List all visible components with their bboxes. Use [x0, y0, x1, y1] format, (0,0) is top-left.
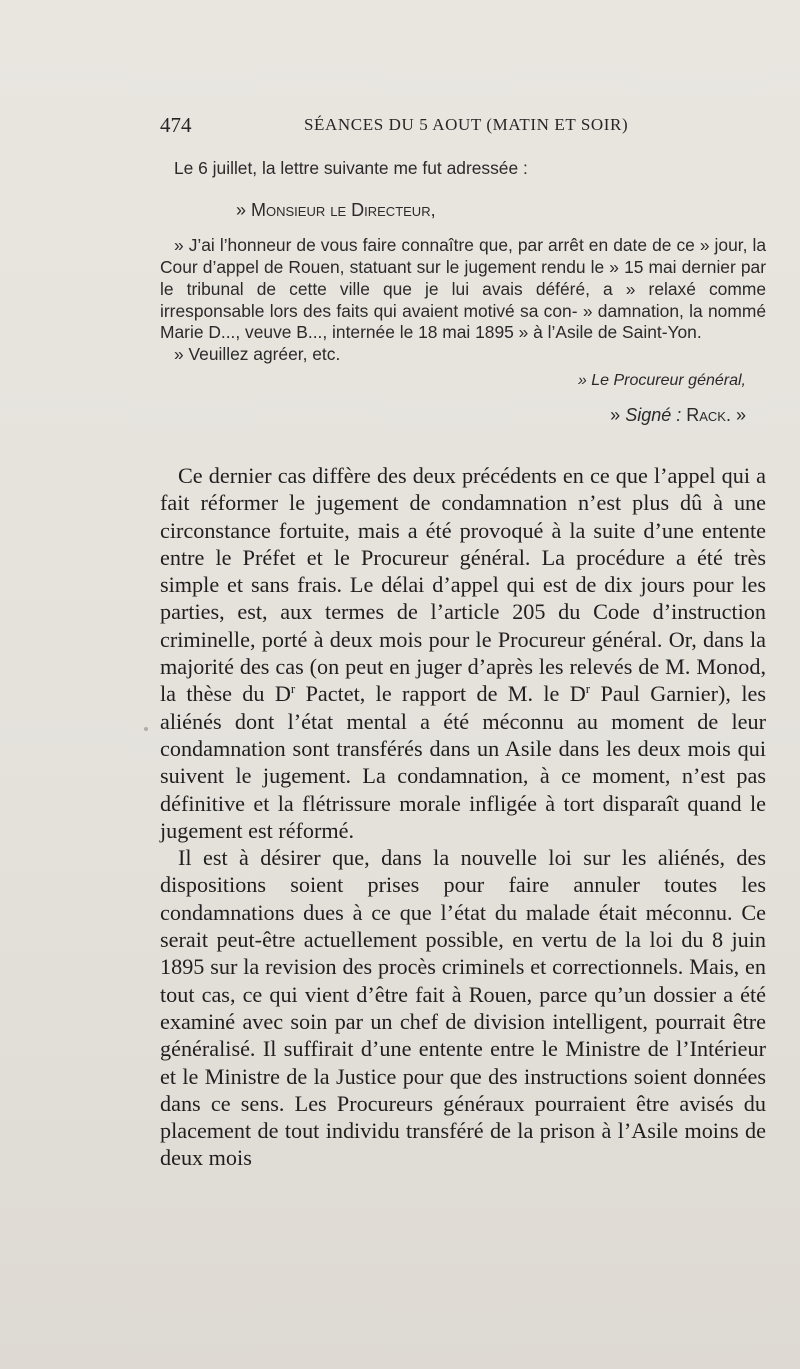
paper-speck [144, 727, 148, 731]
paragraph-1 [160, 462, 766, 844]
letter-closing: » Veuillez agréer, etc. [174, 343, 341, 364]
main-text [160, 462, 766, 1172]
signature-signed-label: Signé : [625, 405, 682, 426]
paragraph-1-part-a: Ce dernier cas diffère des deux précédents en ce que l’appel qui a fait réformer le jugement de condamnation n’est plus dû à une circonstance fortuite, mais a été provoqué à la suite d’une entente entre le Préfet et le Procureur général. La procédure a été très simple et sans frais. Le délai d’appel qui est de dix jours pour les parties, est, aux termes de l’article 205 du Code d’instruction criminelle, porté à deux mois pour le Procureur général. Or, dans la majorité des cas (on peut en juger d’après les relevés de M. Monod, la thèse du D [160, 463, 766, 707]
signature-prefix: » [610, 405, 626, 426]
letter-signature-title: » Le Procureur général, [577, 371, 746, 389]
quoted-letter [160, 158, 766, 427]
signature-name: Rack. [686, 405, 731, 426]
paragraph-1-part-b: Pactet, le rapport de M. le D [295, 681, 586, 707]
signature-suffix: » [730, 405, 746, 426]
page-number: 474 [160, 113, 192, 137]
letter-signature [160, 405, 766, 427]
paragraph-2: Il est à désirer que, dans la nouvelle loi sur les aliénés, des dispositions soient prises pour faire annuler toutes les condamnations dues à ce que l’état du malade était méconnu. Ce serait peut-être actuellement possible, en vertu de la loi du 8 juin 1895 sur la revision des procès criminels et correctionnels. Mais, en tout cas, ce qui vient d’être fait à Rouen, parce qu’un dossier a été examiné avec soin par un chef de division intelligent, pourrait être généralisé. Il suffirait d’une entente entre le Ministre de l’Intérieur et le Ministre de la Justice pour que des instructions soient données dans ce sens. Les Procureurs généraux pourraient être avisés du placement de tout individu transféré de la prison à l’Asile moins de deux mois [160, 845, 766, 1171]
paragraph-1-part-c: Paul Garnier), les aliénés dont l’état mental a été méconnu au moment de leur condamnation sont transférés dans un Asile dans les deux mois qui suivent le jugement. La condamnation, à ce moment, n’est pas définitive et la flétrissure morale infligée à tort disparaît quand le jugement est réformé. [160, 681, 766, 843]
letter-salutation: » Monsieur le Directeur, [236, 199, 436, 220]
superscript-dr-1: r [290, 681, 296, 697]
letter-body: » J’ai l’honneur de vous faire connaître que, par arrêt en date de ce » jour, la Cour d’appel de Rouen, statuant sur le jugement rendu le » 15 mai dernier par le tribunal de cette ville que je lui avais déféré, a » relaxé comme irresponsable lors des faits qui avaient motivé sa con- » damnation, la nommé Marie D..., veuve B..., internée le 18 mai 1895 » à l’Asile de Saint-Yon. [160, 235, 766, 343]
superscript-dr-2: r [585, 681, 591, 697]
letter-intro: Le 6 juillet, la lettre suivante me fut adressée : [174, 158, 528, 178]
running-title: SÉANCES DU 5 AOUT (MATIN ET SOIR) [304, 115, 629, 134]
